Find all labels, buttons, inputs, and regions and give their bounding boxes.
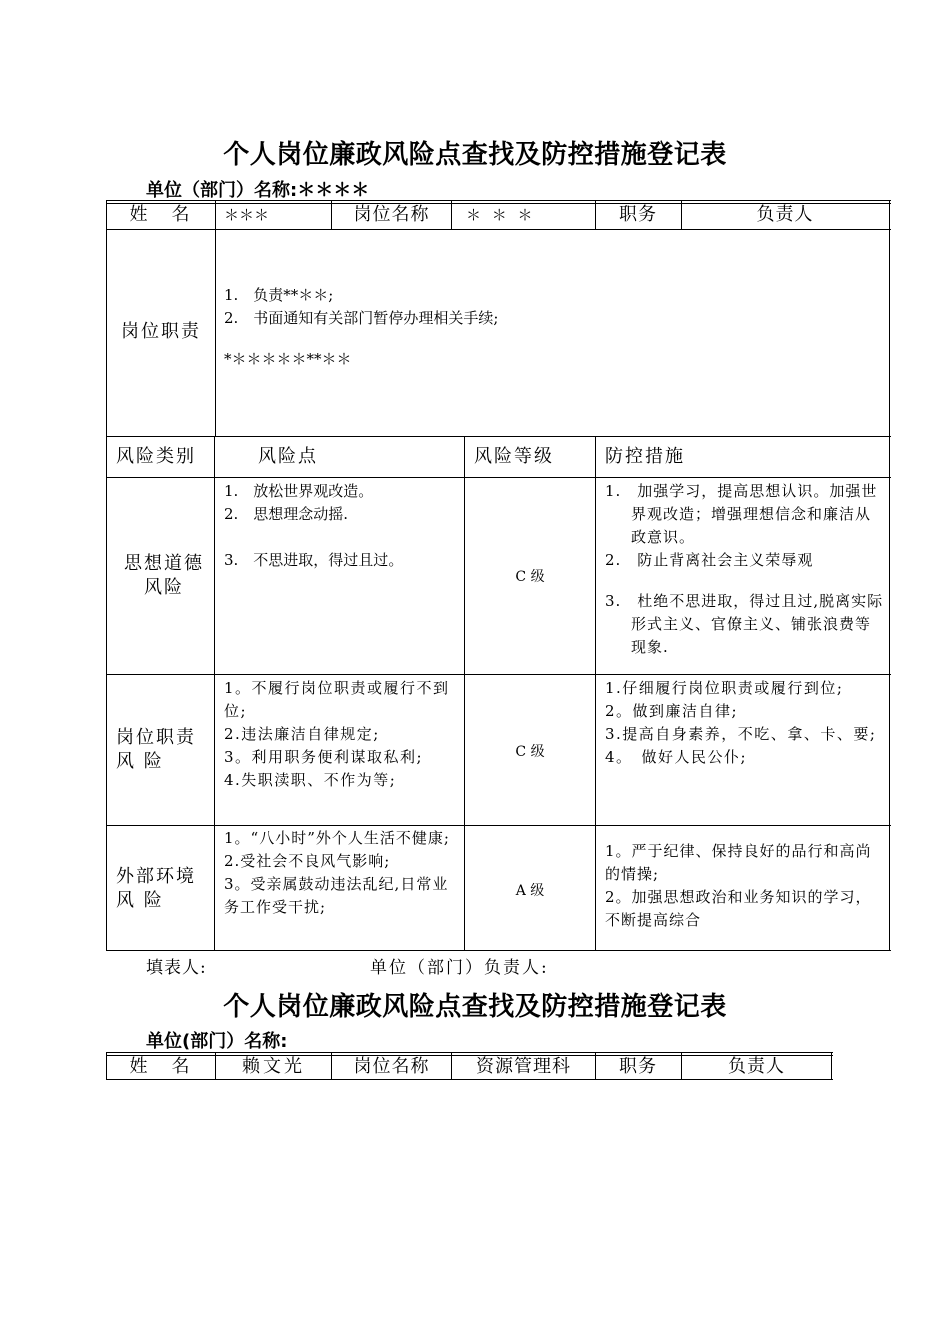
form2-name-value: 赖文光 [242, 1056, 305, 1077]
form2-post-value: 资源管理科 [476, 1056, 571, 1077]
risk-points [224, 480, 460, 572]
form1-unit-label: 单位（部门）名称: [146, 180, 298, 201]
measure-item: 4。 做好人民公仆; [605, 748, 748, 766]
form1-post-label: 岗位名称 [353, 204, 430, 225]
risk-header-level: 风险等级 [474, 446, 554, 467]
form2-title: 个人岗位廉政风险点查找及防控措施登记表 [223, 992, 727, 1022]
form1-name-value: ＊＊＊ [224, 206, 270, 224]
form1-unit-line [146, 176, 369, 202]
risk-point-item: 1. 放松世界观改造。 [224, 482, 374, 500]
form1-duties-list [224, 284, 884, 371]
risk-measures [605, 480, 885, 659]
measure-item: 2. 防止背离社会主义荣辱观 [605, 551, 814, 569]
risk-category: 岗位职责风 险 [116, 727, 196, 772]
form2-post-label: 岗位名称 [353, 1056, 430, 1077]
risk-level: C 级 [515, 569, 545, 585]
risk-point-item: 2. 思想理念动摇. [224, 505, 349, 523]
risk-category: 外部环境风 险 [116, 866, 196, 911]
risk-point-item: 2.受社会不良风气影响; [224, 852, 391, 870]
risk-header-point: 风险点 [258, 446, 318, 467]
measure-item: 3. 杜绝不思进取，得过且过,脱离实际形式主义、官僚主义、铺张浪费等现象. [605, 592, 884, 656]
risk-point-item: 3。受亲属鼓动违法乱纪,日常业务工作受干扰; [224, 875, 449, 916]
form1-name-label: 姓 名 [129, 204, 193, 225]
risk-category: 思想道德风险 [124, 553, 204, 598]
risk-level: C 级 [515, 744, 545, 760]
unit-head-label: 单位（部门）负责人: [370, 958, 549, 978]
form2-name-label: 姓 名 [129, 1056, 193, 1077]
form2-unit-label: 单位(部门）名称: [146, 1031, 288, 1052]
risk-header-measures: 防控措施 [605, 446, 685, 467]
form1-post-value: ＊ ＊ ＊ [466, 206, 536, 224]
measure-item: 1。严于纪律、保持良好的品行和高尚的情操; [605, 842, 872, 883]
form2-job-value: 负责人 [728, 1056, 785, 1077]
measure-item: 3.提高自身素养，不吃、拿、卡、要; [605, 725, 877, 743]
form2-job-label: 职务 [619, 1056, 657, 1077]
risk-point-item: 4.失职渎职、不作为等; [224, 771, 397, 789]
risk-measures [605, 840, 885, 932]
form1-duties-label: 岗位职责 [121, 321, 201, 342]
risk-measures [605, 677, 885, 769]
risk-points [224, 827, 460, 919]
form1-job-value: 负责人 [756, 204, 814, 225]
risk-level: A 级 [515, 883, 545, 899]
measure-item: 2。加强思想政治和业务知识的学习，不断提高综合 [605, 888, 872, 929]
duty-item: *＊＊＊＊＊**＊＊ [224, 350, 352, 368]
form1-title: 个人岗位廉政风险点查找及防控措施登记表 [223, 140, 727, 170]
risk-points [224, 677, 460, 792]
duty-item: 1. 负责**＊＊; [224, 286, 334, 304]
measure-item: 2。做到廉洁自律; [605, 702, 739, 720]
risk-point-item: 3。利用职务便利谋取私利; [224, 748, 424, 766]
risk-point-item: 3. 不思进取，得过且过。 [224, 551, 404, 569]
measure-item: 1.仔细履行岗位职责或履行到位; [605, 679, 844, 697]
form1-job-label: 职务 [619, 204, 657, 225]
form1-unit-value: ＊＊＊＊ [297, 180, 370, 201]
risk-point-item: 2.违法廉洁自律规定; [224, 725, 380, 743]
risk-header-category: 风险类别 [116, 446, 196, 467]
risk-point-item: 1。“八小时”外个人生活不健康; [224, 829, 450, 847]
duty-item: 2. 书面通知有关部门暂停办理相关手续; [224, 309, 499, 327]
filler-label: 填表人: [146, 958, 207, 978]
measure-item: 1. 加强学习，提高思想认识。加强世界观改造；增强理想信念和廉洁从政意识。 [605, 482, 878, 546]
risk-point-item: 1。不履行岗位职责或履行不到位; [224, 679, 450, 720]
